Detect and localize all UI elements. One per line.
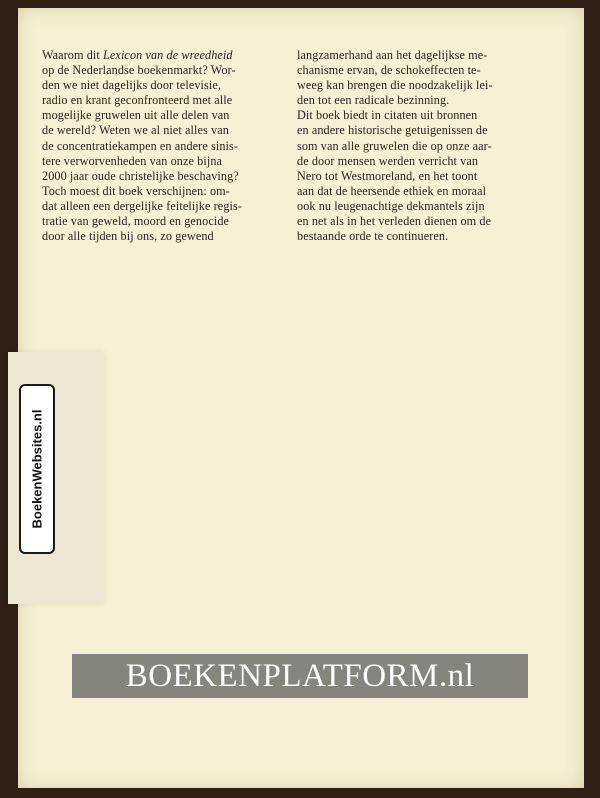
text-line: bestaande orde te continueren.	[297, 229, 449, 244]
text-line: de wereld? Weten we al niet alles van	[42, 123, 229, 138]
text-line: mogelijke gruwelen uit alle delen van	[42, 108, 230, 123]
text-line: chanisme ervan, de schokeffecten te-	[297, 63, 481, 78]
text-line: weeg kan brengen die noodzakelijk lei-	[297, 78, 493, 93]
text-line: op de Nederlandse boekenmarkt? Wor-	[42, 63, 236, 78]
text-line: door alle tijden bij ons, zo gewend	[42, 229, 214, 244]
text-line: tratie van geweld, moord en genocide	[42, 214, 230, 229]
seller-badge-label: BoekenWebsites.nl	[29, 409, 45, 529]
text-line: aan dat de heersende ethiek en moraal	[297, 183, 487, 198]
text-line: Waarom dit Lexicon van de wreedheid	[42, 48, 233, 62]
left-text-column	[42, 48, 282, 244]
text-line: Dit boek biedt in citaten uit bronnen	[297, 108, 478, 123]
text-line: Nero tot Westmoreland, en het toont	[297, 168, 478, 183]
text-line: ook nu leugenachtige dekmantels zijn	[297, 198, 485, 213]
right-text-column	[297, 48, 537, 244]
text-line: dat alleen een dergelijke feitelijke regis-	[42, 198, 242, 213]
book-title-italic: Lexicon van de wreedheid	[103, 48, 233, 62]
text-line: den tot een radicale bezinning.	[297, 93, 450, 108]
text-line: radio en krant geconfronteerd met alle	[42, 93, 233, 108]
text-line: en andere historische getuigenissen de	[297, 123, 488, 138]
text-line: de concentratiekampen en andere sinis-	[42, 138, 239, 153]
text-line: tere verworvenheden van onze bijna	[42, 153, 223, 168]
text-line: den we niet dagelijks door televisie,	[42, 78, 222, 93]
text-line: en net als in het verleden dienen om de	[297, 214, 492, 229]
text-line: 2000 jaar oude christelijke beschaving?	[42, 168, 239, 183]
watermark-banner	[72, 654, 528, 698]
text-line: som van alle gruwelen die op onze aar-	[297, 138, 492, 153]
text-line: langzamerhand aan het dagelijkse me-	[297, 48, 488, 62]
text-line: Toch moest dit boek verschijnen: om-	[42, 183, 230, 198]
watermark-text: BOEKENPLATFORM.nl	[125, 657, 475, 694]
text-line: de door mensen werden verricht van	[297, 153, 479, 168]
